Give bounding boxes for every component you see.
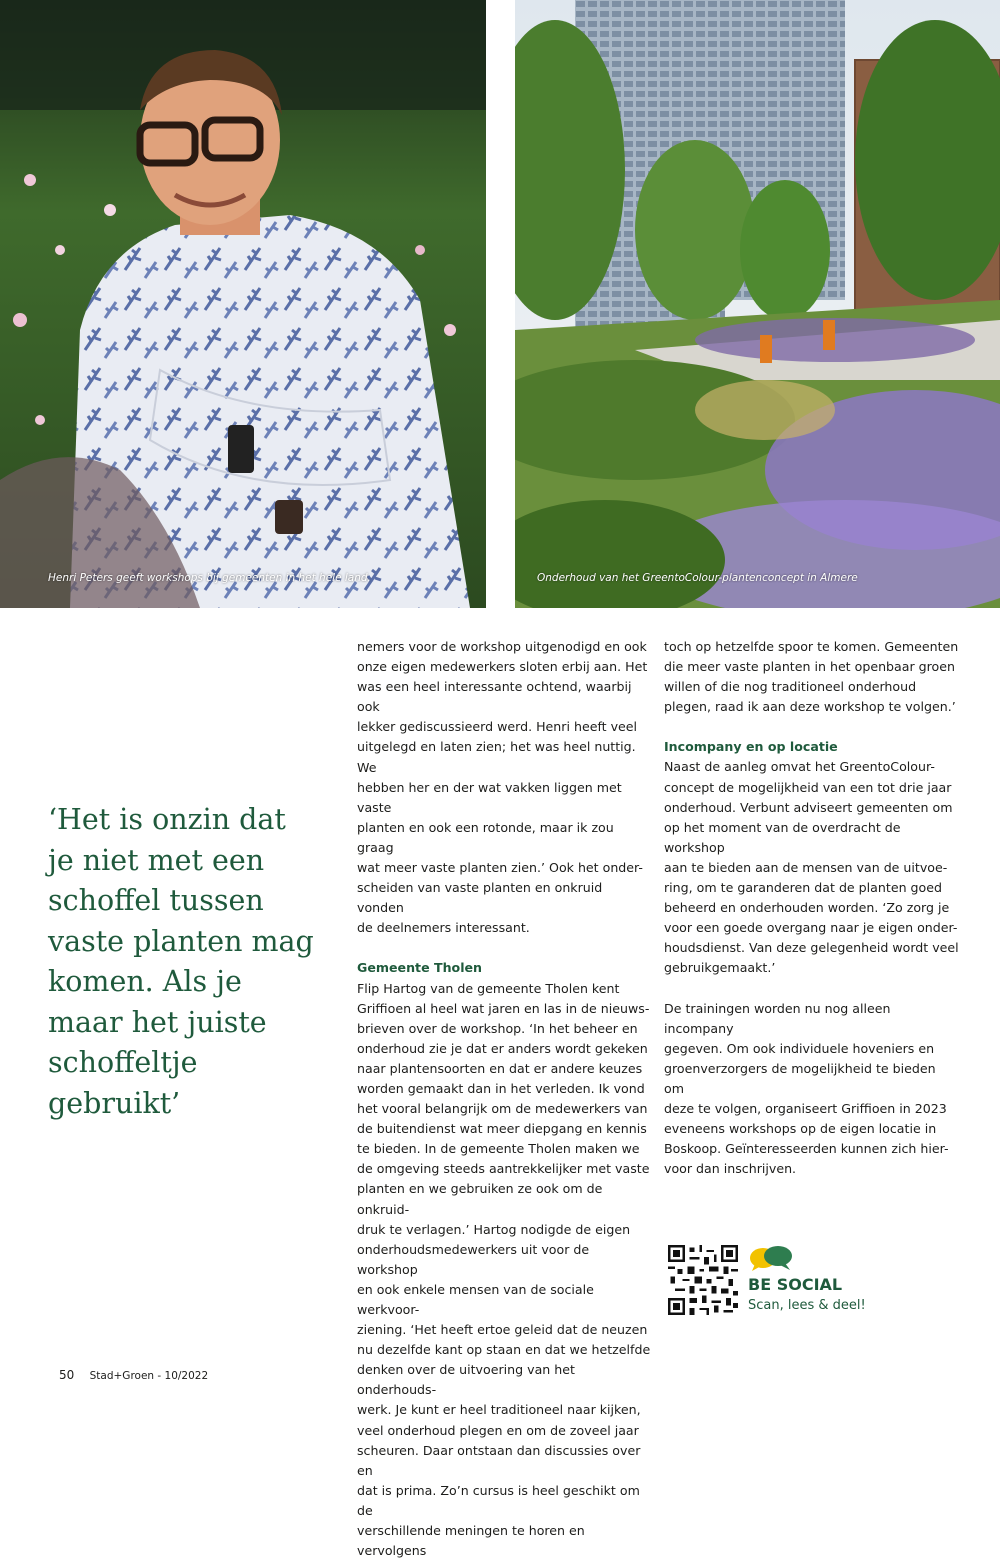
publication-name: Stad+Groen - 10/2022 (90, 1370, 209, 1382)
article-column-1 (357, 637, 652, 1561)
body-paragraph: nemers voor de workshop uitgenodigd en ook onze eigen medewerkers sloten erbij aan. Het was een heel interessante ochtend, waarbij ook lekker gediscussieerd werd. Henri heeft veel uitgelegd en laten zien; het was heel nuttig. We hebben her en der wat vakken liggen met vaste planten en ook een rotonde, maar ik zou graag wat meer vaste planten zien.’ Ook het onder- scheiden van vaste planten en onkruid vonden de deelnemers interessant. (357, 637, 652, 938)
page-footer (59, 1368, 208, 1382)
body-paragraph: Naast de aanleg omvat het GreentoColour- concept de mogelijkheid van een tot drie jaar onderhoud. Verbunt adviseert gemeenten om op het moment van de overdracht de workshop aan te bieden aan de mensen van de uitvoe- ring, om te garanderen dat de planten goed beheerd en onderhouden worden. ‘Zo zorg je voor een goede overgang naar je eigen onder- houdsdienst. Van deze gelegenheid wordt veel gebruikgemaakt.’ (664, 757, 959, 978)
photo-caption-left: Henri Peters geeft workshops bij gemeenten in het hele land. (48, 572, 371, 584)
planting-photo (515, 0, 1000, 608)
be-social-title: BE SOCIAL (748, 1275, 842, 1294)
be-social-subtitle: Scan, lees & deel! (748, 1298, 866, 1313)
portrait-photo-image (0, 0, 486, 608)
body-paragraph: toch op hetzelfde spoor te komen. Gemeenten die meer vaste planten in het openbaar groen willen of die nog traditioneel onderhoud plegen, raad ik aan deze workshop te volgen.’ (664, 637, 959, 717)
portrait-photo (0, 0, 486, 608)
page-number: 50 (59, 1368, 74, 1382)
body-paragraph: De trainingen worden nu nog alleen incompany gegeven. Om ook individuele hoveniers en groenverzorgers de mogelijkheid te bieden om deze te volgen, organiseert Griffioen in 2023 eveneens workshops op de eigen locatie in Boskoop. Geïnteresseerden kunnen zich hier- voor dan inschrijven. (664, 999, 959, 1180)
planting-photo-image (515, 0, 1000, 608)
pull-quote: ‘Het is onzin dat je niet met een schoffel tussen vaste planten mag komen. Als je maar het juiste schoffeltje gebruikt’ (48, 800, 318, 1124)
body-paragraph: Flip Hartog van de gemeente Tholen kent Griffioen al heel wat jaren en las in de nieuws- brieven over de workshop. ‘In het beheer en onderhoud zie je dat er anders wordt gekeken naar plantensoorten en dat er andere keuzes worden gemaakt dan in het verleden. Ik vond het vooral belangrijk om de medewerkers van de buitendienst wat meer diepgang en kennis te bieden. In de gemeente Tholen maken we de omgeving steeds aantrekkelijker met vaste planten en we gebruiken ze ook om de onkruid- druk te verlagen.’ Hartog nodigde de eigen onderhoudsmedewerkers uit voor de workshop en ook enkele mensen van de sociale werkvoor- ziening. ‘Het heeft ertoe geleid dat de neuzen nu dezelfde kant op staan en dat we hetzelfde denken over de uitvoering van het onderhouds- werk. Je kunt er heel traditioneel naar kijken, veel onderhoud plegen en om de zoveel jaar scheuren. Daar ontstaan dan discussies over en dat is prima. Zo’n cursus is heel geschikt om de verschillende meningen te horen en vervolgens (357, 979, 652, 1561)
speech-bubbles-icon (749, 1246, 793, 1272)
be-social-block (668, 1245, 868, 1317)
article-column-2 (664, 637, 959, 1179)
section-heading-incompany: Incompany en op locatie (664, 737, 959, 757)
photo-caption-right: Onderhoud van het GreentoColour-plantenconcept in Almere (537, 572, 858, 584)
qr-code-icon[interactable] (668, 1245, 738, 1315)
section-heading-tholen: Gemeente Tholen (357, 958, 652, 978)
